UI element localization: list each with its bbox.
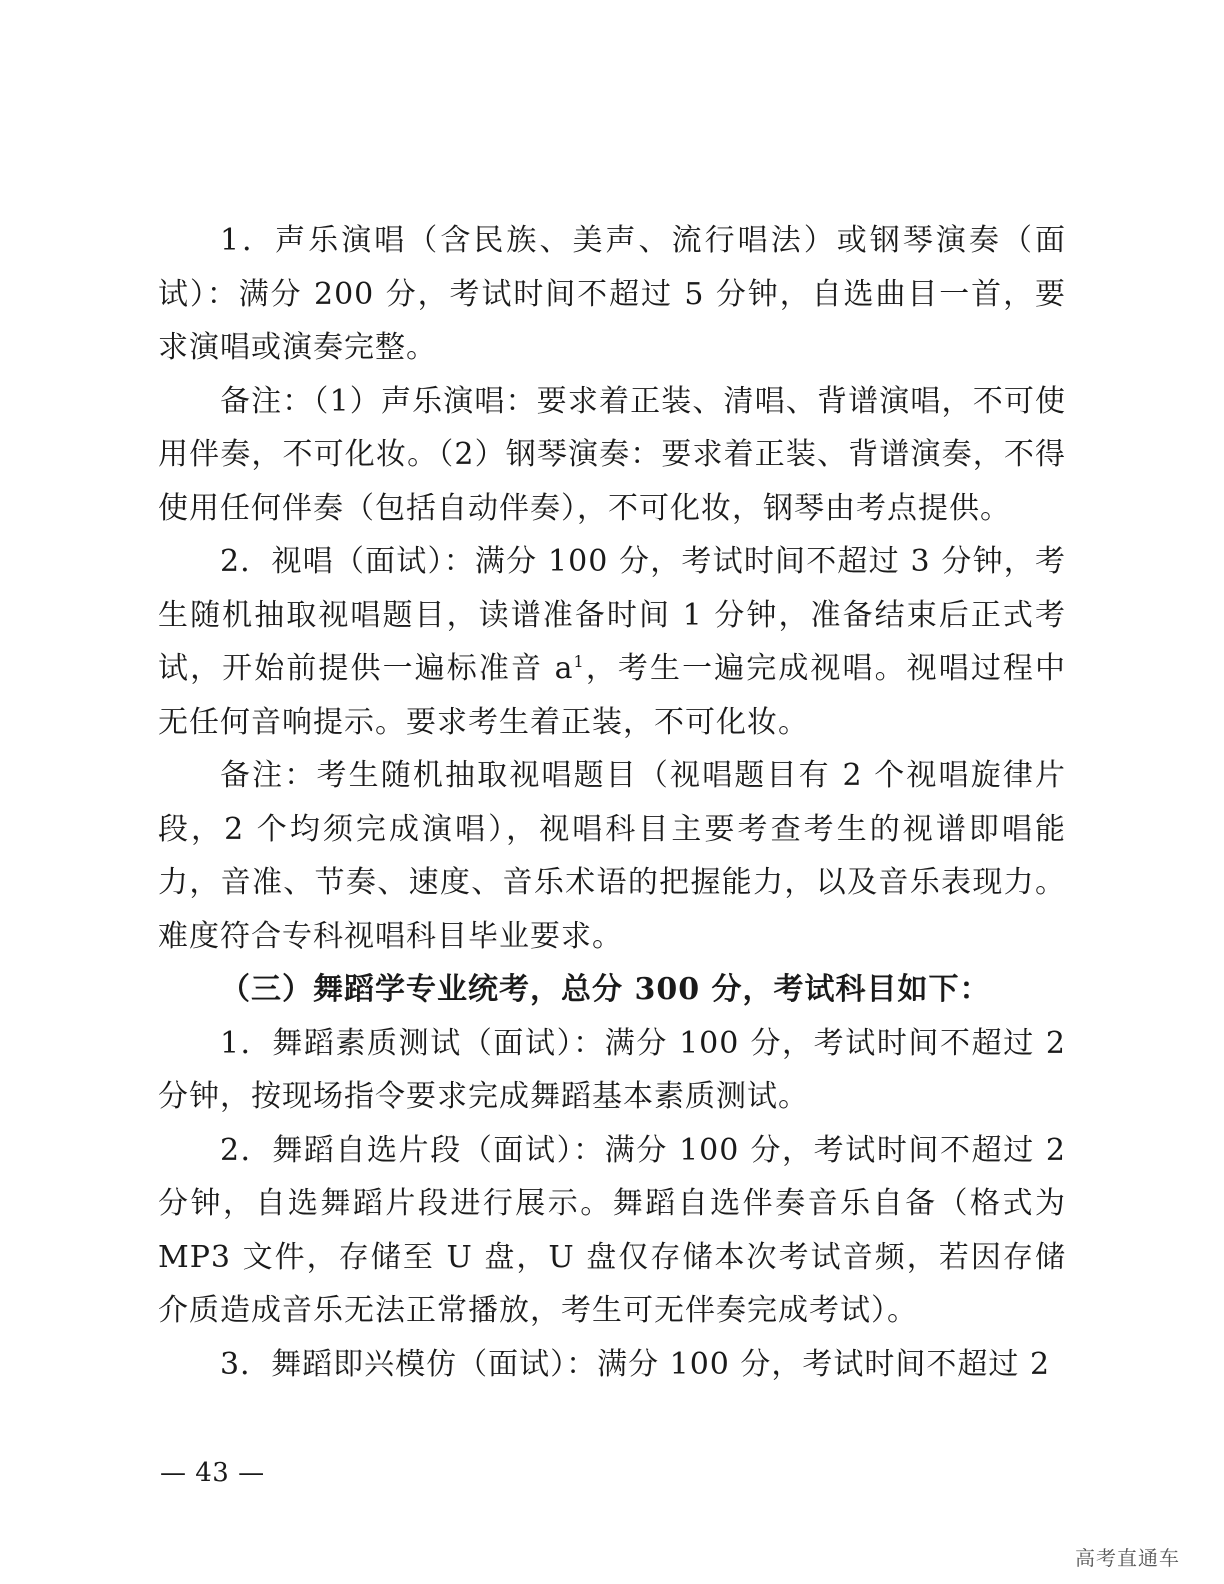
section-heading-dance: （三）舞蹈学专业统考，总分 300 分，考试科目如下： (220, 972, 991, 1007)
paragraph-sight-singing-notes: 备注：考生随机抽取视唱题目（视唱题目有 2 个视唱旋律片段，2 个均须完成演唱），视唱科目主要考查考生的视谱即唱能力，音准、节奏、速度、音乐术语的把握能力，以及音乐表现力。难度符合专科视唱科目毕业要求。 (158, 758, 1066, 954)
paragraph-sight-singing-exam (158, 535, 1066, 749)
standard-pitch-superscript: 1 (573, 652, 585, 671)
page-number: — 43 — (160, 1458, 265, 1488)
watermark-text: 高考直通车 (1075, 1546, 1180, 1570)
document-body (158, 214, 1066, 1391)
paragraph-dance-quality-test: 1．舞蹈素质测试（面试）：满分 100 分，考试时间不超过 2 分钟，按现场指令要求完成舞蹈基本素质测试。 (158, 1025, 1066, 1114)
paragraph-vocal-piano-notes: 备注：（1）声乐演唱：要求着正装、清唱、背谱演唱，不可使用伴奏，不可化妆。（2）钢琴演奏：要求着正装、背谱演奏，不得使用任何伴奏（包括自动伴奏），不可化妆，钢琴由考点提供。 (158, 383, 1066, 526)
paragraph-vocal-piano-exam: 1．声乐演唱（含民族、美声、流行唱法）或钢琴演奏（面试）：满分 200 分，考试时间不超过 5 分钟，自选曲目一首，要求演唱或演奏完整。 (158, 223, 1066, 365)
sight-singing-text-before: 2．视唱（面试）：满分 100 分，考试时间不超过 3 分钟，考生随机抽取视唱题目，读谱准备时间 1 分钟，准备结束后正式考试，开始前提供一遍标准音 a (158, 544, 1066, 686)
paragraph-dance-self-selected: 2．舞蹈自选片段（面试）：满分 100 分，考试时间不超过 2 分钟，自选舞蹈片段进行展示。舞蹈自选伴奏音乐自备（格式为 MP3 文件，存储至 U 盘，U 盘仅存储本次考试音频，若因存储介质造成音乐无法正常播放，考生可无伴奏完成考试）。 (158, 1132, 1066, 1328)
paragraph-dance-improvisation: 3．舞蹈即兴模仿（面试）：满分 100 分，考试时间不超过 2 (220, 1346, 1051, 1382)
sight-singing-text-after: ，考生一遍完成视唱。视唱过程中无任何音响提示。要求考生着正装，不可化妆。 (158, 651, 1067, 740)
